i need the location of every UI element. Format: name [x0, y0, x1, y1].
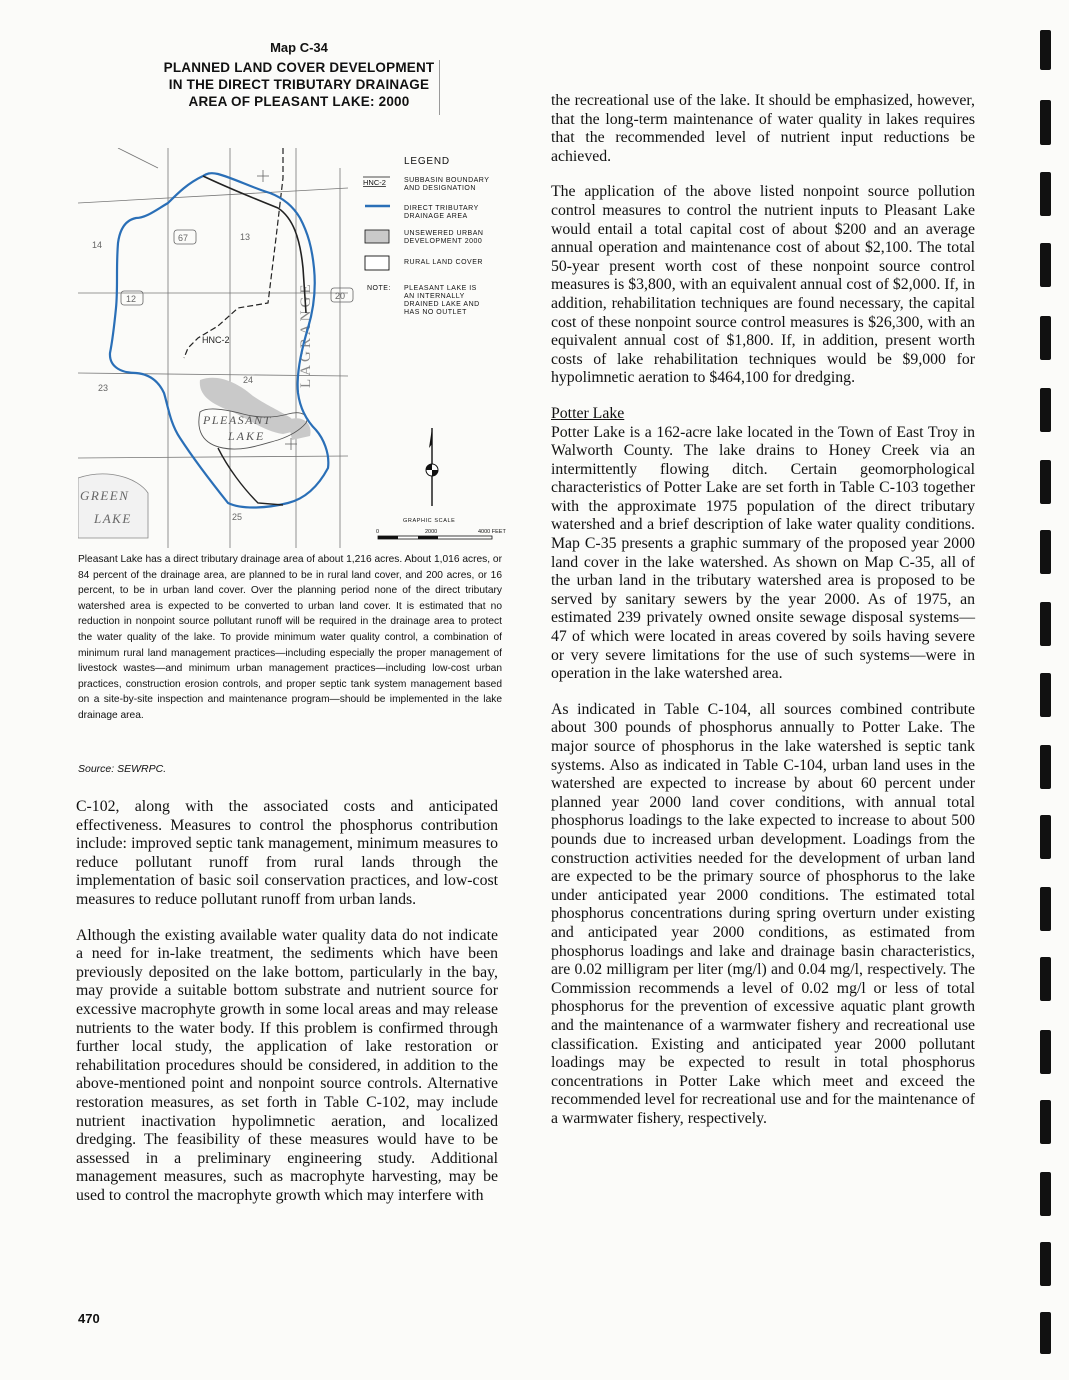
green-lake-label-2: LAKE — [94, 511, 132, 526]
map-title-line-1: PLANNED LAND COVER DEVELOPMENT — [163, 60, 435, 75]
map-header — [78, 40, 520, 110]
hwy-20-label: 20 — [335, 291, 346, 301]
binding-mark — [1040, 602, 1051, 646]
left-paragraph-1: C-102, along with the associated costs and anticipated effectiveness. Measures to control the phosphorus contribution include: improved septic tank management, minimum measures to reduce pollutant runoff from rural lands through the implementation of basic soil conservation practices, and low-cost measures to reduce pollutant runoff from urban lands. — [76, 798, 498, 908]
legend-item-drainage — [365, 205, 479, 220]
binding-mark — [1040, 530, 1051, 574]
hwy-12-label: 12 — [126, 294, 137, 304]
section-heading-potter-lake: Potter Lake — [551, 404, 625, 422]
pleasant-lake-label-1: PLEASANT — [203, 413, 272, 427]
legend-item-rural — [365, 256, 483, 270]
legend-boundary-line-1: SUBBASIN BOUNDARY — [404, 177, 490, 184]
legend-boundary-line-2: AND DESIGNATION — [404, 185, 476, 192]
section-13-label: 13 — [240, 232, 251, 242]
subbasin-label: HNC-2 — [202, 335, 230, 345]
page-number: 470 — [78, 1311, 100, 1326]
binding-mark — [1040, 673, 1051, 717]
right-paragraph-1: the recreational use of the lake. It should be emphasized, however, that the long-term maintenance of water quality in lakes requires that the recommended level of nutrient input reductions be achieved. — [551, 92, 975, 165]
map-caption: Pleasant Lake has a direct tributary drainage area of about 1,216 acres. About 1,016 acres, or 84 percent of the drainage area, are planned to be in rural land cover, and 200 acres, or 16 percent, to be in urban land cover. Over the planning period none of the direct tributary watershed area is expected to be converted to urban land cover. It is estimated that no reduction in nonpoint source pollutant runoff will be required in the drainage area to protect the water quality of the lake. To provide minimum water quality control, a combination of minimum rural land management practices—including especially the proper management of livestock wastes—and minimum urban management practices—including low-cost urban practices, construction erosion controls, and proper septic tank system management based on a site-by-site inspection and maintenance program—should be implemented in the lake drainage area. — [78, 554, 502, 721]
binding-mark — [1040, 243, 1051, 287]
legend-rural: RURAL LAND COVER — [404, 259, 483, 266]
map-number: Map C-34 — [270, 40, 328, 55]
scale-label: GRAPHIC SCALE — [403, 518, 456, 524]
scale-tick-0: 0 — [376, 529, 380, 535]
binding-mark — [1040, 1030, 1051, 1074]
map-source: Source: SEWRPC. — [78, 763, 167, 775]
note-label: NOTE: — [367, 285, 391, 292]
potter-paragraph-2: As indicated in Table C-104, all sources combined contribute about 300 pounds of phosphorus annually to Potter Lake. The major source of phosphorus in the lake watershed is septic tank systems. Also as indicated in Table C-104, urban land uses in the watershed are expected to increase by about 60 percent under planned year 2000 land cover conditions, with annual total phosphorus loadings to the lake expected to increase to about 500 pounds due to increased urban development. Loadings from the construction activities needed for the development of urban land are expected to be the primary source of phosphorus to the lake under anticipated year 2000 conditions. The estimated total phosphorus concentrations during spring overturn under existing and anticipated year 2000 conditions, as estimated from phosphorus loadings and lake and drainage basin characteristics, are 0.02 milligram per liter (mg/l) and 0.04 mg/l, respectively. The Commission recommends a level of 0.02 mg/l or less of total phosphorus for the prevention of excessive aquatic plant growth and the maintenance of a warmwater fishery and recreational use classification. Existing and anticipated year 2000 pollutant loadings may be expected to result in total phosphorus concentrations in Potter Lake which meet and exceed the recommended level for recreational use and for the maintenance of a warmwater fishery, respectively. — [551, 700, 975, 1127]
binding-mark — [1040, 30, 1051, 70]
scale-tick-4000: 4000 FEET — [478, 529, 506, 535]
binding-mark — [1040, 745, 1051, 789]
map-title-line-2: IN THE DIRECT TRIBUTARY DRAINAGE — [168, 77, 430, 92]
left-column — [76, 798, 498, 1222]
hwy-67-label: 67 — [178, 233, 189, 243]
land-cover-map — [78, 148, 520, 548]
section-23-label: 23 — [98, 383, 109, 393]
binding-mark — [1040, 1100, 1051, 1144]
road-label: LAGRANGE — [298, 281, 314, 388]
pleasant-lake-label-2: LAKE — [228, 429, 266, 443]
binding-mark — [1040, 388, 1051, 432]
legend-item-urban — [365, 230, 483, 245]
legend-boundary-symbol: HNC-2 — [363, 178, 386, 187]
binding-mark — [1040, 887, 1051, 931]
binding-mark — [1040, 957, 1051, 1001]
section-24-label: 24 — [243, 375, 254, 385]
legend-urban-line-2: DEVELOPMENT 2000 — [404, 238, 483, 245]
note-line-3: DRAINED LAKE AND — [404, 301, 480, 308]
note-line-2: AN INTERNALLY — [404, 293, 465, 300]
section-25-label: 25 — [232, 512, 243, 522]
binding-mark — [1040, 172, 1051, 216]
binding-mark — [1040, 460, 1051, 504]
section-14-label: 14 — [92, 240, 103, 250]
map-title-line-3: AREA OF PLEASANT LAKE: 2000 — [188, 94, 410, 109]
binding-mark — [1040, 100, 1051, 145]
left-paragraph-2: Although the existing available water quality data do not indicate a need for in-lake treatment, the sediments which have been previously deposited on the lake bottom, particularly in the bay, may provide a suitable bottom substrate and nutrient source for excessive macrophyte growth in some local areas and may release nutrients to the water body. If this problem is confirmed through further local study, the application of lake restoration or rehabilitation procedures should be considered, in addition to the above-mentioned point and nonpoint source controls. Alternative restoration measures, as set forth in Table C-102, may include nutrient inactivation hypolimnetic aeration, and localized dredging. The feasibility of these measures would have to be assessed in a preliminary engineering study. Additional management measures, such as macrophyte harvesting, may be used to control the macrophyte growth which may interfere with — [76, 926, 498, 1204]
binding-mark — [1040, 316, 1051, 360]
binding-mark — [1040, 1172, 1051, 1216]
map-frame-line — [439, 60, 440, 115]
binding-mark — [1040, 1242, 1051, 1286]
binding-mark — [1040, 815, 1051, 859]
note-line-4: HAS NO OUTLET — [404, 309, 467, 316]
graphic-scale — [376, 518, 506, 539]
legend-heading: LEGEND — [404, 156, 450, 167]
note-line-1: PLEASANT LAKE IS — [404, 285, 477, 292]
legend-drainage-line-1: DIRECT TRIBUTARY — [404, 205, 479, 212]
right-paragraph-2: The application of the above listed nonpoint source pollution control measures to control the nutrient inputs to Pleasant Lake would entail a total capital cost of about $200 and an average annual operation and maintenance cost of about $2,100. The total 50-year present worth cost of these nonpoint source control measures is $3,800, with an equivalent annual cost of $2,000. If, in addition, rehabilitation techniques are found necessary, the capital cost of these nonpoint source control measures is $26,300, with an equivalent annual cost of $1,800. If, in addition, present worth costs of lake rehabilitation techniques would be $9,000 for hypolimnetic aeration to $464,100 for dredging. — [551, 183, 975, 387]
binding-mark — [1040, 1312, 1051, 1354]
scale-tick-2000: 2000 — [425, 529, 438, 535]
legend-drainage-line-2: DRAINAGE AREA — [404, 213, 468, 220]
legend-urban-line-1: UNSEWERED URBAN — [404, 230, 484, 237]
legend-item-subbasin — [363, 177, 489, 192]
potter-paragraph-1: Potter Lake is a 162-acre lake located in the Town of East Troy in Walworth County. The lake drains to Honey Creek via an intermittently flowing ditch. Certain geomorphological characteristics of Potter Lake are set forth in Table C-103 together with the approximate 1975 population of the direct tributary watershed and a brief description of lake water quality conditions. Map C-35 presents a graphic summary of the proposed year 2000 land cover in the lake watershed. As shown on Map C-35, all of the urban land in the tributary watershed area is proposed to be served by sanitary sewers by the year 2000. As of 1975, an estimated 239 privately owned onsite sewage disposal systems—47 of which were located in areas covered by soils having severe or very severe limitations for the use of such systems—were in operation in the lake watershed area. — [551, 423, 975, 683]
green-lake-label-1: GREEN — [80, 488, 130, 503]
north-arrow-icon — [426, 428, 438, 506]
right-column — [551, 92, 975, 1145]
map-note — [367, 285, 480, 316]
